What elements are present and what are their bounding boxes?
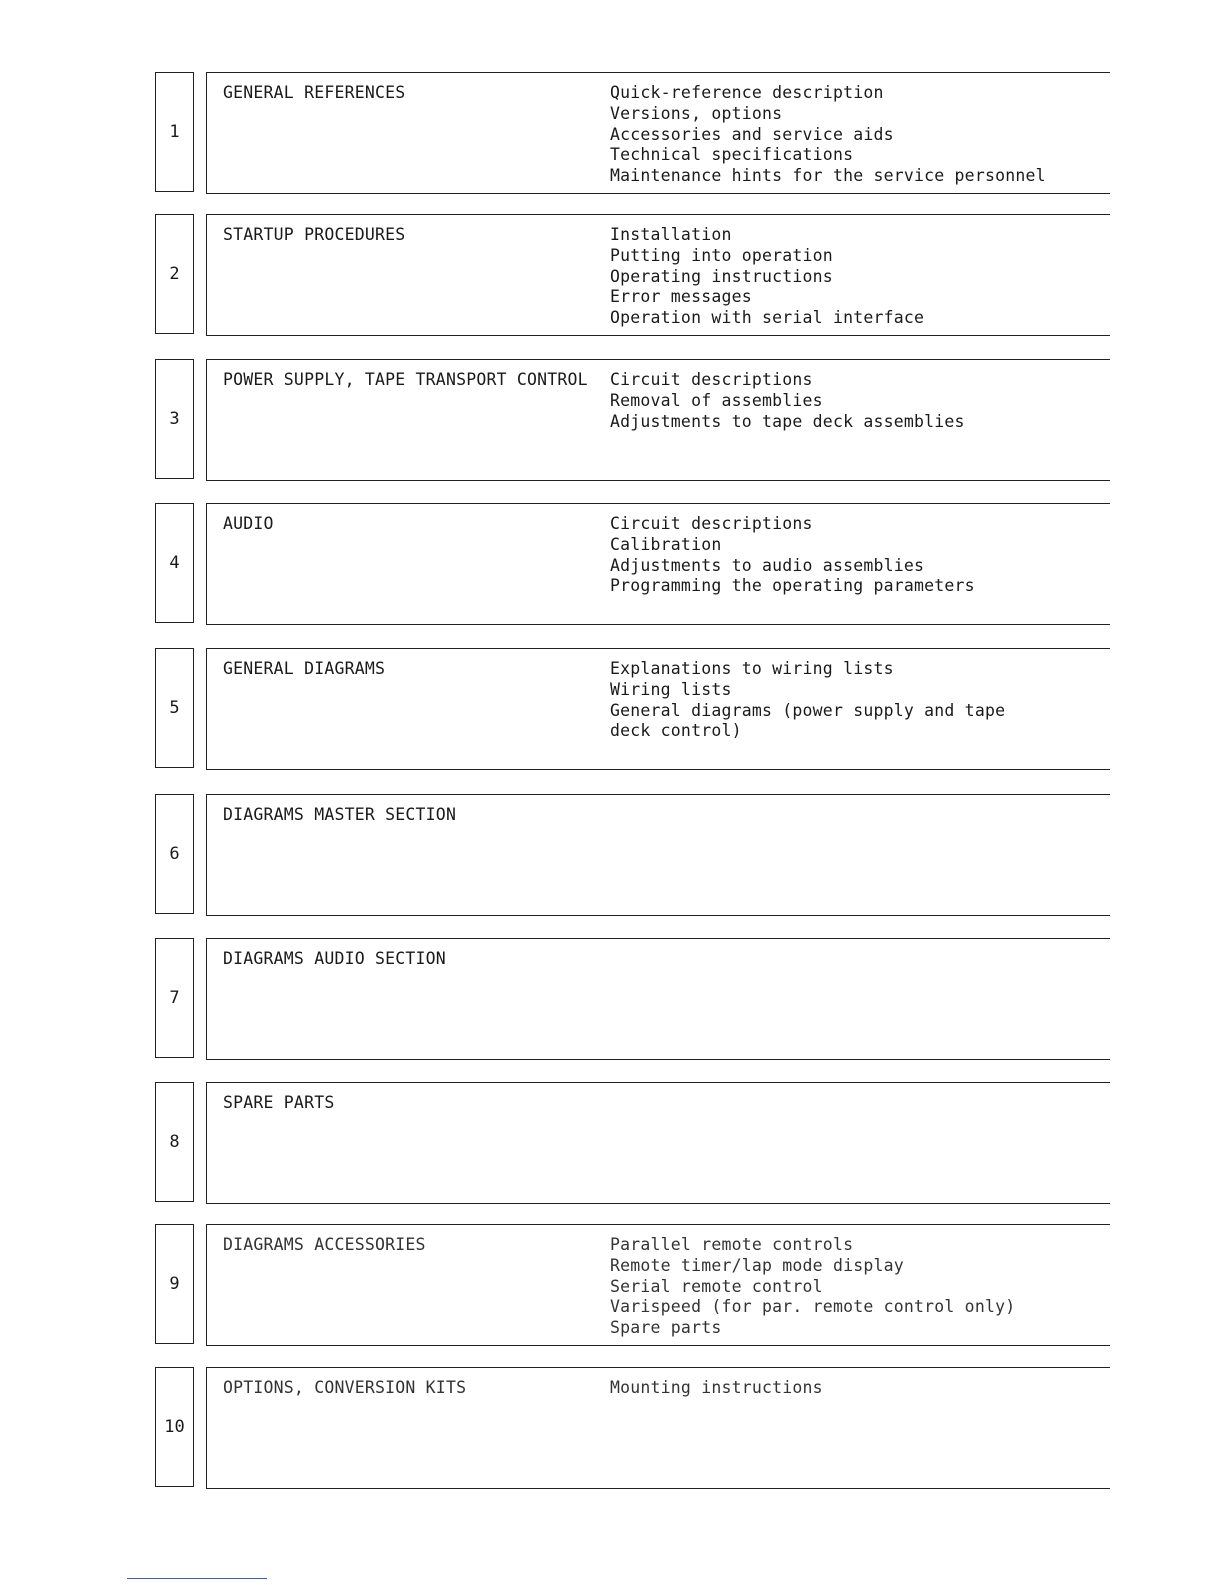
section-title: DIAGRAMS MASTER SECTION (223, 805, 457, 824)
section-tab-number: 1 (155, 72, 194, 192)
section-item: Maintenance hints for the service personnel (610, 166, 1046, 186)
section-item: Error messages (610, 287, 752, 307)
section-panel (206, 1224, 1110, 1346)
section-title: DIAGRAMS ACCESSORIES (223, 1235, 426, 1254)
section-4 (155, 503, 1110, 625)
section-10 (155, 1367, 1110, 1489)
section-title: GENERAL DIAGRAMS (223, 659, 386, 678)
section-item: Wiring lists (610, 679, 732, 699)
section-item: Adjustments to tape deck assemblies (610, 411, 965, 431)
section-item: Accessories and service aids (610, 124, 894, 144)
section-title: GENERAL REFERENCES (223, 83, 406, 102)
section-3 (155, 359, 1110, 481)
section-tab-number: 5 (155, 648, 194, 768)
section-panel (206, 1082, 1110, 1204)
section-item: Explanations to wiring lists (610, 659, 894, 678)
section-item: Putting into operation (610, 245, 833, 265)
section-items (610, 225, 924, 329)
section-item: Varispeed (for par. remote control only) (610, 1297, 1016, 1317)
section-panel (206, 648, 1110, 770)
section-5 (155, 648, 1110, 770)
section-2 (155, 214, 1110, 336)
section-item: Quick-reference description (610, 83, 884, 102)
section-tab-number: 4 (155, 503, 194, 623)
section-tab-number: 9 (155, 1224, 194, 1344)
section-item: Spare parts (610, 1318, 722, 1338)
section-item: Circuit descriptions (610, 514, 813, 533)
section-tab-number: 7 (155, 938, 194, 1058)
section-items (610, 370, 965, 432)
section-panel (206, 1367, 1110, 1489)
section-items (610, 514, 975, 597)
section-item: Technical specifications (610, 145, 854, 165)
section-panel (206, 938, 1110, 1060)
section-title: DIAGRAMS AUDIO SECTION (223, 949, 446, 968)
section-panel (206, 72, 1110, 194)
section-9 (155, 1224, 1110, 1346)
section-item: Versions, options (610, 103, 783, 123)
section-title: STARTUP PROCEDURES (223, 225, 406, 244)
section-panel (206, 794, 1110, 916)
section-item: General diagrams (power supply and tape (610, 700, 1006, 720)
section-title: SPARE PARTS (223, 1093, 335, 1112)
section-item: Serial remote control (610, 1276, 823, 1296)
section-title: AUDIO (223, 514, 274, 533)
section-panel (206, 359, 1110, 481)
section-item: Removal of assemblies (610, 390, 823, 410)
section-items (610, 83, 1046, 187)
section-item: Mounting instructions (610, 1378, 823, 1397)
section-tab-number: 10 (155, 1367, 194, 1487)
section-8 (155, 1082, 1110, 1204)
section-panel (206, 214, 1110, 336)
section-item: Programming the operating parameters (610, 576, 975, 596)
section-items (610, 659, 1005, 742)
section-6 (155, 794, 1110, 916)
section-item: Parallel remote controls (610, 1235, 854, 1254)
section-tab-number: 6 (155, 794, 194, 914)
section-tab-number: 8 (155, 1082, 194, 1202)
section-items (610, 1378, 823, 1399)
section-item: Adjustments to audio assemblies (610, 555, 925, 575)
section-item: Remote timer/lap mode display (610, 1255, 904, 1275)
section-7 (155, 938, 1110, 1060)
section-title: OPTIONS, CONVERSION KITS (223, 1378, 467, 1397)
section-item: Operating instructions (610, 266, 833, 286)
section-item: deck control) (610, 721, 742, 741)
section-title: POWER SUPPLY, TAPE TRANSPORT CONTROL (223, 370, 588, 389)
section-items (610, 1235, 1015, 1339)
section-panel (206, 503, 1110, 625)
section-tab-number: 3 (155, 359, 194, 479)
footer-rule (127, 1578, 267, 1579)
section-item: Operation with serial interface (610, 308, 925, 328)
section-item: Installation (610, 225, 732, 244)
section-item: Calibration (610, 534, 722, 554)
section-item: Circuit descriptions (610, 370, 813, 389)
section-1 (155, 72, 1110, 194)
section-tab-number: 2 (155, 214, 194, 334)
